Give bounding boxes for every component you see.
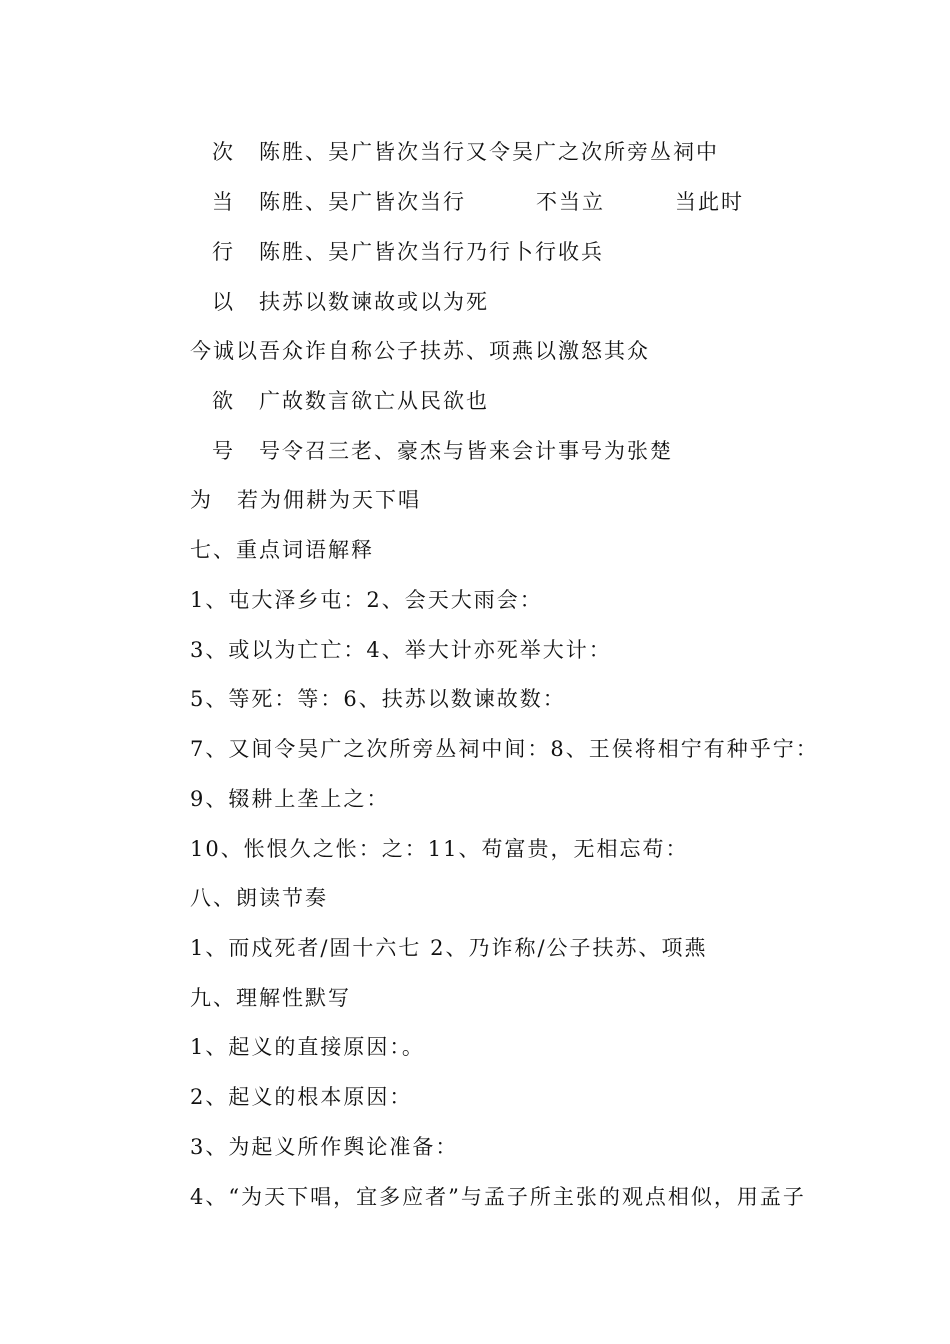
- entry-word: 欲: [212, 389, 235, 413]
- entry-word: 以: [212, 290, 235, 314]
- vocab-item: 10、怅恨久之怅：之：11、苟富贵，无相忘苟：: [190, 837, 689, 861]
- recitation-item: 2、起义的根本原因：: [190, 1085, 413, 1109]
- recitation-item: 3、为起义所作舆论准备：: [190, 1135, 459, 1159]
- section-heading-8: 八、朗读节奏: [190, 886, 328, 910]
- entry-examples-3: 当此时: [675, 190, 744, 214]
- entry-examples: 若为佣耕为天下唱: [237, 488, 421, 512]
- entry-examples: 陈胜、吴广皆次当行乃行卜行收兵: [259, 240, 604, 264]
- entry-yi-continued: [190, 336, 650, 366]
- entry-xing: [212, 237, 604, 267]
- entry-dang: [212, 187, 744, 217]
- entry-hao: [212, 436, 673, 466]
- entry-yu: [212, 386, 489, 416]
- entry-examples: 号令召三老、豪杰与皆来会计事号为张楚: [259, 439, 673, 463]
- entry-wei: [190, 485, 421, 515]
- vocab-item: 1、屯大泽乡屯：2、会天大雨会：: [190, 588, 543, 612]
- entry-word: 次: [212, 140, 235, 164]
- rhythm-item: 1、而戍死者/固十六七 2、乃诈称/公子扶苏、项燕: [190, 936, 708, 960]
- entry-examples: 今诚以吾众诈自称公子扶苏、项燕以激怒其众: [190, 339, 650, 363]
- entry-examples: 陈胜、吴广皆次当行: [259, 190, 466, 214]
- entry-examples: 陈胜、吴广皆次当行又令吴广之次所旁丛祠中: [259, 140, 719, 164]
- entry-word: 行: [212, 240, 235, 264]
- entry-examples: 广故数言欲亡从民欲也: [259, 389, 489, 413]
- entry-word: 当: [212, 190, 235, 214]
- vocab-item: 3、或以为亡亡：4、举大计亦死举大计：: [190, 638, 612, 662]
- section-heading-7: 七、重点词语解释: [190, 538, 374, 562]
- vocab-item: 5、等死：等：6、扶苏以数谏故数：: [190, 687, 566, 711]
- entry-examples: 扶苏以数谏故或以为死: [259, 290, 489, 314]
- entry-examples-2: 不当立: [536, 190, 605, 214]
- entry-word: 号: [212, 439, 235, 463]
- vocab-item: 9、辍耕上垄上之：: [190, 787, 390, 811]
- section-heading-9: 九、理解性默写: [190, 986, 351, 1010]
- entry-yi: [212, 287, 489, 317]
- entry-ci: [212, 137, 719, 167]
- vocab-item: 7、又间令吴广之次所旁丛祠中间：8、王侯将相宁有种乎宁：: [190, 737, 819, 761]
- recitation-item: 1、起义的直接原因：。: [190, 1035, 425, 1059]
- entry-word: 为: [190, 488, 213, 512]
- recitation-item: 4、“为天下唱，宜多应者”与孟子所主张的观点相似，用孟子: [190, 1185, 806, 1209]
